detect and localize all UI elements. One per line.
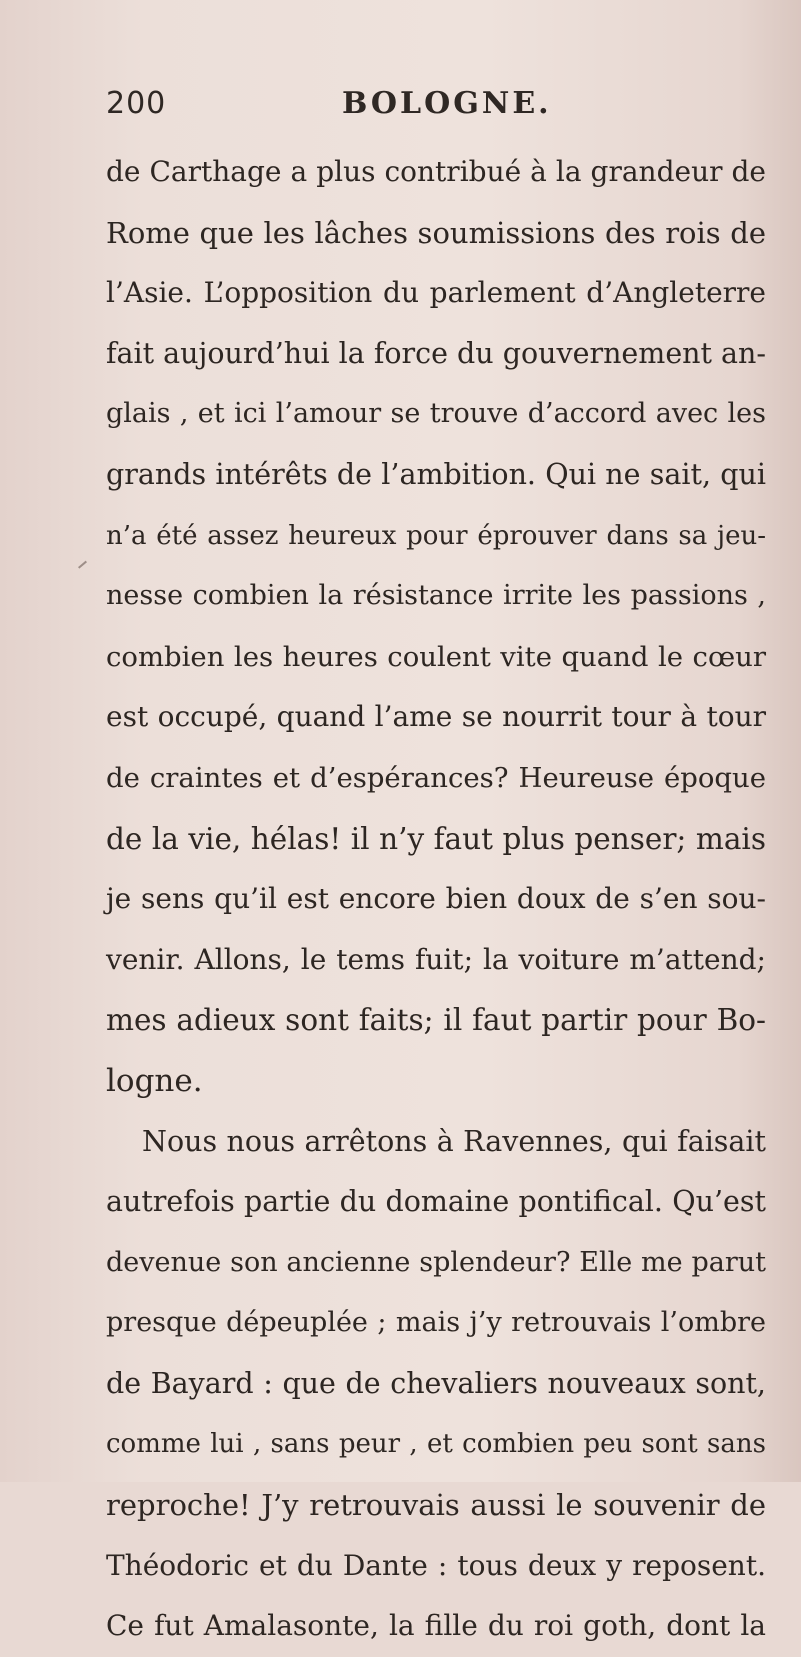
text-line: Nous nous arrêtons à Ravennes, qui faisait <box>142 1124 766 1158</box>
text-line: mes adieux sont faits; il faut partir pour Bo- <box>106 1003 766 1038</box>
running-title: BOLOGNE. <box>342 86 552 121</box>
text-line: de craintes et d’espérances? Heureuse époque <box>106 761 766 794</box>
text-line: grands intérêts de l’ambition. Qui ne sait, qui <box>106 457 766 491</box>
text-line: glais , et ici l’amour se trouve d’accord avec les <box>106 398 766 430</box>
page-number: 200 <box>106 86 167 121</box>
margin-mark <box>78 561 96 580</box>
text-line: devenue son ancienne splendeur? Elle me parut <box>106 1246 766 1278</box>
text-line: Rome que les lâches soumissions des rois de <box>106 215 766 250</box>
page-header <box>106 86 766 136</box>
text-line: comme lui , sans peur , et combien peu sont sans <box>106 1429 766 1460</box>
text-line: je sens qu’il est encore bien doux de s’en sou- <box>106 882 766 916</box>
text-line: presque dépeuplée ; mais j’y retrouvais l’ombre <box>106 1307 766 1339</box>
text-line: est occupé, quand l’ame se nourrit tour à tour <box>106 700 766 734</box>
body-text <box>106 142 766 1657</box>
text-line: de Carthage a plus contribué à la grandeur de <box>106 155 766 188</box>
text-line: logne. <box>106 1062 203 1099</box>
text-line: combien les heures coulent vite quand le cœur <box>106 640 766 673</box>
text-line: l’Asie. L’opposition du parlement d’Angleterre <box>106 276 766 310</box>
text-line: fait aujourd’hui la force du gouvernement an- <box>106 336 767 370</box>
text-line: de la vie, hélas! il n’y faut plus penser; mais <box>106 821 766 856</box>
text-line: reproche! J’y retrouvais aussi le souvenir de <box>106 1488 766 1523</box>
text-line: autrefois partie du domaine pontifical. Qu’est <box>106 1185 766 1219</box>
text-line: Théodoric et du Dante : tous deux y reposent. <box>106 1548 766 1582</box>
text-line: n’a été assez heureux pour éprouver dans sa jeu- <box>106 520 766 551</box>
text-line: nesse combien la résistance irrite les passions , <box>106 580 766 612</box>
text-line: venir. Allons, le tems fuit; la voiture m’attend; <box>106 942 766 976</box>
text-line: Ce fut Amalasonte, la fille du roi goth, dont la <box>106 1609 766 1643</box>
text-line: de Bayard : que de chevaliers nouveaux sont, <box>106 1366 766 1400</box>
